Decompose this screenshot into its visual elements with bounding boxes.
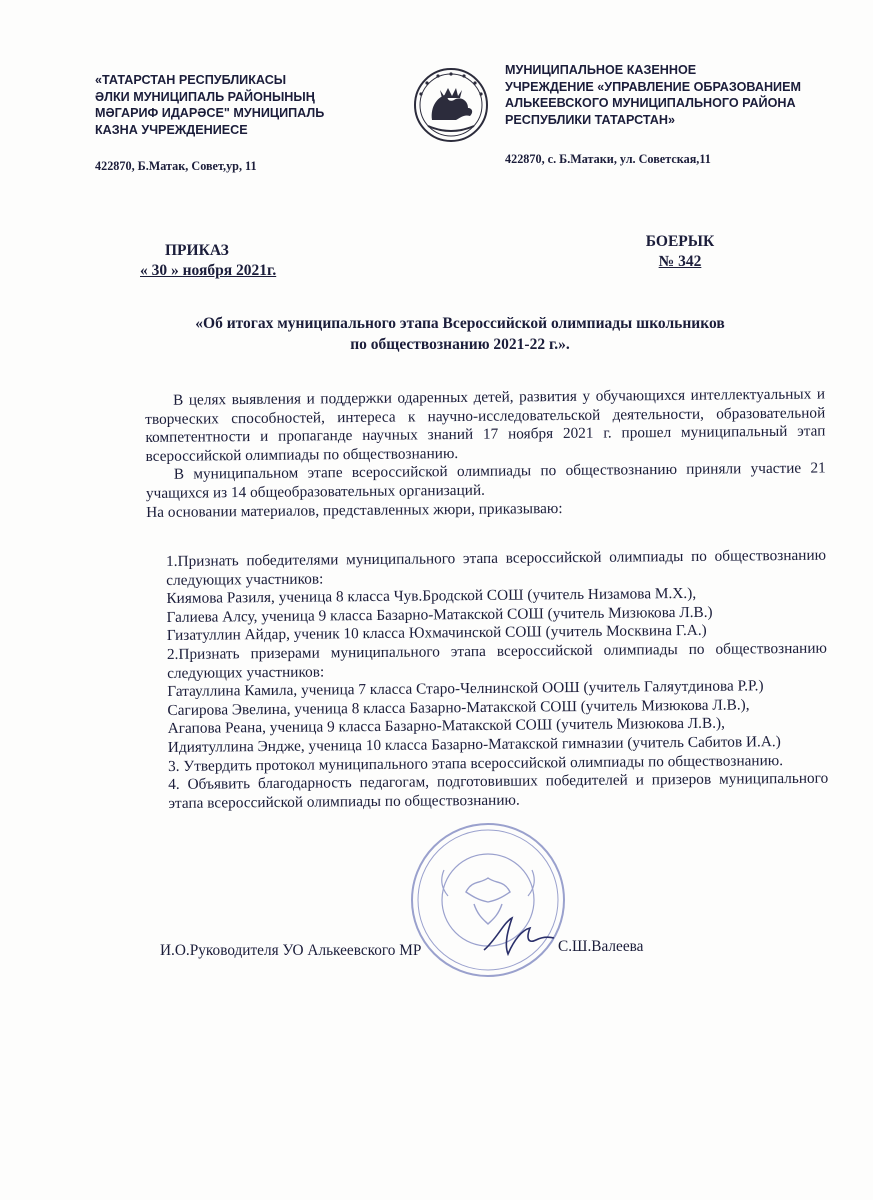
header-left-address: 422870, Б.Матак, Совет,ур, 11 [95, 159, 257, 173]
order-item: Гизатуллин Айдар, ученик 10 класса Юхмачинской СОШ (учитель Москвина Г.А.) [166, 622, 707, 645]
header-left-line: КАЗНА УЧРЕЖДЕНИЕСЕ [95, 122, 248, 137]
order-right-block [630, 232, 730, 272]
title-line: «Об итогах муниципального этапа Всероссийской олимпиады школьников [195, 315, 725, 332]
order-item: 4. Объявить благодарность педагогам, подготовивших победителей и призеров муниципального этапа всероссийской олимпиады по обществознанию. [168, 769, 829, 812]
document-title [140, 313, 780, 355]
order-left-block [140, 241, 276, 281]
intro-text [145, 385, 826, 522]
order-number: № 342 [658, 253, 702, 270]
header-left-line: «ТАТАРСТАН РЕСПУБЛИКАСЫ [95, 73, 287, 87]
header-right-line: РЕСПУБЛИКИ ТАТАРСТАН» [505, 112, 675, 127]
header-left-line: ӘЛКИ МУНИЦИПАЛЬ РАЙОНЫНЫҢ [95, 89, 315, 104]
tatarstan-emblem-icon [412, 66, 490, 144]
header-right-line: УЧРЕЖДЕНИЕ «УПРАВЛЕНИЕ ОБРАЗОВАНИЕМ [505, 79, 801, 94]
header-right-line: МУНИЦИПАЛЬНОЕ КАЗЕННОЕ [505, 63, 697, 77]
order-item: Агапова Реана, ученица 9 класса Базарно-Матакской СОШ (учитель Мизюкова Л.В.), [167, 714, 726, 738]
order-item: 1.Признать победителями муниципального этапа всероссийской олимпиады по обществознанию следующих участников: [166, 546, 827, 589]
official-seal-icon [408, 800, 568, 1000]
order-item: Гатауллина Камила, ученица 7 класса Старо-Челнинской ООШ (учитель Галяутдинова Р.Р.) [167, 677, 764, 701]
order-item: Галиева Алсу, ученица 9 класса Базарно-Матакской СОШ (учитель Мизюкова Л.В.) [166, 603, 713, 626]
intro-paragraph: В целях выявления и поддержки одаренных детей, развития у обучающихся интеллектуальных и творческих способностей, интереса к научно-исследовательской деятельности, образовательной компетентности и пропаганде научных знаний 17 ноября 2021 г. прошел муниципальный этап всероссийской олимпиады по обществознанию. [145, 385, 826, 465]
intro-paragraph: На основании материалов, представленных жюри, приказываю: [146, 499, 563, 521]
order-item: Идиятуллина Эндже, ученица 10 класса Базарно-Матакской гимназии (учитель Сабитов И.А.) [167, 733, 781, 756]
header-right-address: 422870, с. Б.Матаки, ул. Советская,11 [505, 152, 711, 166]
header-right-block [505, 62, 845, 128]
order-title-tatar: БОЕРЫК [645, 233, 715, 250]
header-right-line: АЛЬКЕЕВСКОГО МУНИЦИПАЛЬНОГО РАЙОНА [505, 96, 796, 110]
order-items [166, 547, 828, 814]
header-left-line: МӘГАРИФ ИДАРӘСЕ" МУНИЦИПАЛЬ [95, 106, 325, 120]
intro-paragraph: В муниципальном этапе всероссийской олимпиады по обществознанию приняли участие 21 учащихся из 14 общеобразовательных организаций. [145, 459, 826, 502]
order-item: 2.Признать призерами муниципального этапа всероссийской олимпиады по обществознанию следующих участников: [166, 639, 828, 682]
order-item: Сагирова Эвелина, ученица 8 класса Базарно-Матакской СОШ (учитель Мизюкова Л.В.), [167, 696, 750, 719]
order-item: 3. Утвердить протокол муниципального этапа всероссийской олимпиады по обществознанию. [167, 751, 784, 775]
header-left-block [95, 72, 395, 138]
order-date: « 30 » ноября 2021г. [140, 262, 277, 279]
order-title: ПРИКАЗ [165, 242, 229, 259]
handwritten-signature-icon [478, 910, 558, 960]
signatory-role: И.О.Руководителя УО Алькеевского МР [160, 942, 422, 959]
order-item: Киямова Разиля, ученица 8 класса Чув.Бродской СОШ (учитель Низамова М.Х.), [166, 585, 697, 608]
signatory-name: С.Ш.Валеева [558, 938, 644, 955]
title-line: по обществознанию 2021-22 г.». [350, 336, 570, 353]
